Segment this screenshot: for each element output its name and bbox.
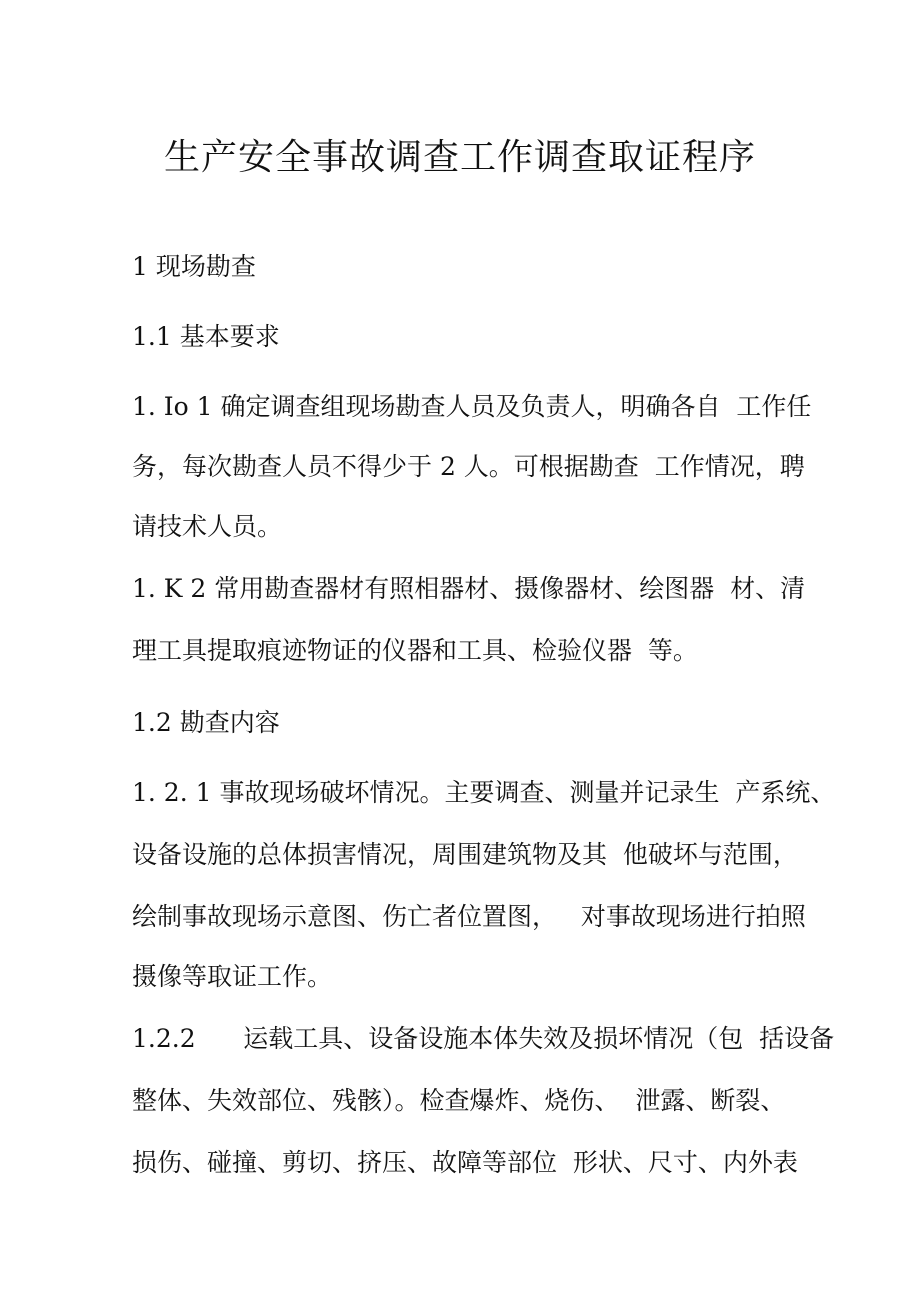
paragraph-line: 1.2.2 运载工具、设备设施本体失效及损坏情况（包 括设备 xyxy=(132,1024,835,1053)
subsection-heading-1-1: 1.1 基本要求 xyxy=(132,322,280,351)
paragraph-line: 请技术人员。 xyxy=(132,512,283,541)
paragraph-line: 1. 2. 1 事故现场破坏情况。主要调查、测量并记录生 产系统、 xyxy=(132,778,836,807)
section-heading-1: 1 现场勘查 xyxy=(132,252,256,281)
paragraph-line: 整体、失效部位、残骸）。检查爆炸、烧伤、 泄露、断裂、 xyxy=(132,1086,786,1115)
paragraph-line: 理工具提取痕迹物证的仪器和工具、检验仪器 等。 xyxy=(132,636,698,665)
document-title: 生产安全事故调查工作调查取证程序 xyxy=(163,137,756,178)
paragraph-line: 务，每次勘查人员不得少于 2 人。可根据勘查 工作情况，聘 xyxy=(132,452,805,481)
paragraph-line: 设备设施的总体损害情况，周围建筑物及其 他破坏与范围， xyxy=(132,840,798,869)
subsection-heading-1-2: 1.2 勘查内容 xyxy=(132,708,280,737)
paragraph-line: 摄像等取证工作。 xyxy=(132,962,333,991)
paragraph-line: 绘制事故现场示意图、伤亡者位置图， 对事故现场进行拍照 xyxy=(132,902,806,931)
paragraph-line: 1. K 2 常用勘查器材有照相器材、摄像器材、绘图器 材、清 xyxy=(132,574,806,603)
paragraph-line: 损伤、碰撞、剪切、挤压、故障等部位 形状、尺寸、内外表 xyxy=(132,1148,798,1177)
paragraph-line: 1. Io 1 确定调查组现场勘查人员及负责人，明确各自 工作任 xyxy=(132,392,812,421)
